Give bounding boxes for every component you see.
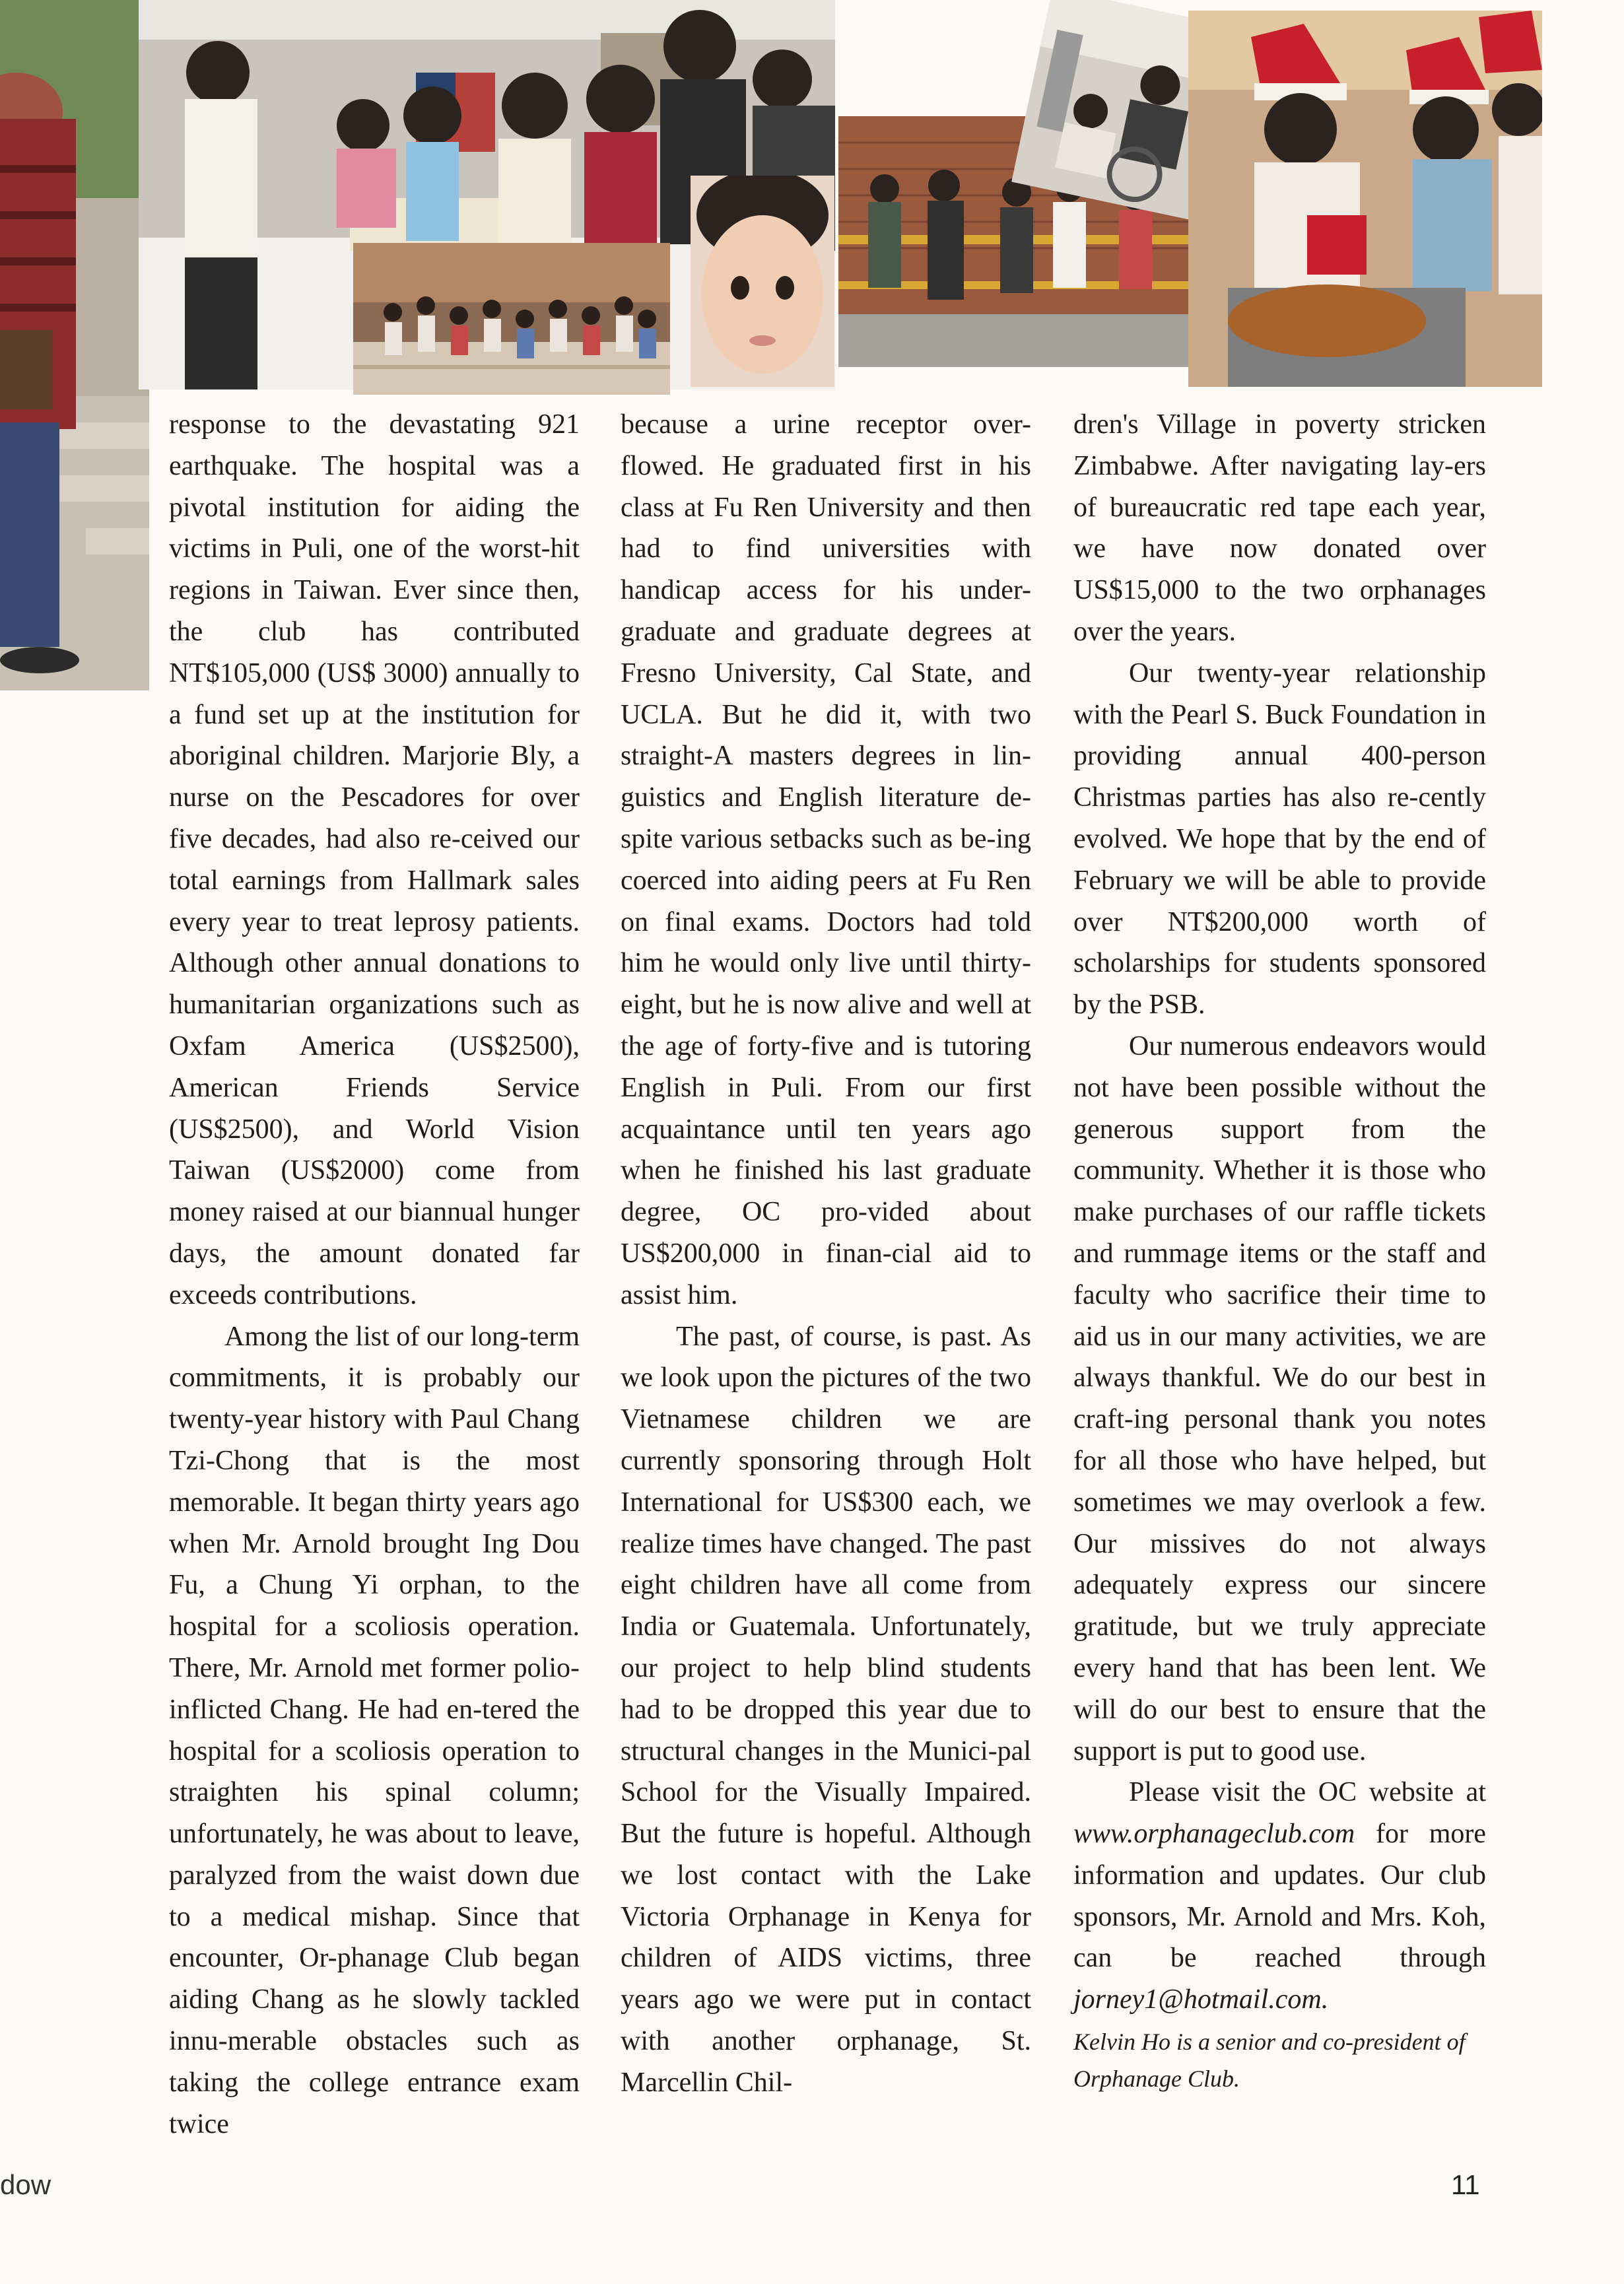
col3-paragraph-2: Our twenty-year relationship with the Pearl S. Buck Foundation in providing annual 400-person Christmas parties has also re-cently evolved. We hope that by the end of February we will be able to provide over NT$200,000 worth of scholarships for students sponsored by the PSB. — [1073, 657, 1486, 1021]
col2-paragraph-1: because a urine receptor over-flowed. He graduated first in his class at Fu Ren University and then had to find universities with handicap access for his under-graduate and graduate degrees at Fresno University, Cal State, and UCLA. But he did it, with two straight-A masters degrees in lin-guistics and English literature de-spite various setbacks such as be-ing coerced into aiding peers at Fu Ren on final exams. Doctors had told him he would only live until thirty-eight, but he is now alive and well at the age of forty-five and is tutoring English in Puli. From our first acquaintance until ten years ago when he finished his last graduate degree, OC pro-vided about US$200,000 in finan-cial aid to assist him. — [621, 409, 1031, 1310]
col3-paragraph-3: Our numerous endeavors would not have been possible without the generous support from the community. Whether it is those who make purchases of our raffle tickets and rummage items or the staff and faculty who sacrifice their time to aid us in our many activities, we are always thankful. We do our best in craft-ing personal thank you notes for all those who have helped, but sometimes we may overlook a few. Our missives do not always adequately express our sincere gratitude, but we truly appreciate every hand that has been lent. We will do our best to ensure that the support is put to good use. — [1073, 1030, 1486, 1766]
col1-paragraph-1: response to the devastating 921 earthquake. The hospital was a pivotal institution for aiding the victims in Puli, one of the worst-hit regions in Taiwan. Ever since then, the club has contributed NT$105,000 (US$ 3000) annually to a fund set up at the institution for aboriginal children. Marjorie Bly, a nurse on the Pescadores for over five decades, had also re-ceived our total earnings from Hallmark sales every year to treat leprosy patients. Although other annual donations to humanitarian organizations such as Oxfam America (US$2500), American Friends Service (US$2500), and World Vision Taiwan (US$2000) come from money raised at our biannual hunger days, the amount donated far exceeds contributions. — [169, 409, 580, 1310]
contact-text: for more information and updates. Our club sponsors, Mr. Arnold and Mrs. Koh, can be reached through — [1073, 1819, 1486, 1974]
col2-paragraph-2: The past, of course, is past. As we look upon the pictures of the two Vietnamese children we are currently sponsoring through Holt International for US$300 each, we realize times have changed. The past eight children have all come from India or Guatemala. Unfortunately, our project to help blind students had to be dropped this year due to structural changes in the Munici-pal School for the Visually Impaired. But the future is hopeful. Although we lost contact with the Lake Victoria Orphanage in Kenya for children of AIDS victims, three years ago we were put in contact with another orphanage, St. Marcellin Chil- — [621, 1321, 1031, 2098]
photo-baby — [691, 176, 834, 387]
article-column-1 — [169, 404, 580, 2153]
col1-paragraph-2: Among the list of our long-term commitments, it is probably our twenty-year history with Paul Chang Tzi-Chong that is the most memorable. It began thirty years ago when Mr. Arnold brought Ing Dou Fu, a Chung Yi orphan, to the hospital for a scoliosis operation. There, Mr. Arnold met former polio-inflicted Chang. He had en-tered the hospital for a scoliosis operation to straighten his spinal column; unfortunately, he was about to leave, paralyzed from the waist down due to a medical mishap. Since that encounter, Or-phanage Club began aiding Chang as he slowly tackled innu-merable obstacles such as taking the college entrance exam twice — [169, 1321, 580, 2139]
email-link[interactable]: jorney1@hotmail.com. — [1073, 1984, 1329, 2015]
photo-children-steps — [353, 243, 670, 395]
article-column-2 — [621, 404, 1031, 2153]
page-number: 11 — [1451, 2169, 1480, 2200]
footer-fragment: dow — [0, 2169, 51, 2200]
author-byline: Kelvin Ho is a senior and co-president of Orphanage Club. — [1073, 2029, 1466, 2093]
article-column-3 — [1073, 404, 1486, 2153]
website-prompt: Please visit the OC website at — [1129, 1777, 1486, 1808]
photo-christmas — [1188, 11, 1542, 387]
website-link[interactable]: www.orphanageclub.com — [1073, 1819, 1355, 1850]
col3-paragraph-1: dren's Village in poverty stricken Zimbabwe. After navigating lay-ers of bureaucratic red tape each year, we have now donated over US$15,000 to the two orphanages over the years. — [1073, 409, 1486, 647]
col3-paragraph-4 — [1073, 1772, 1486, 2021]
photo-left-student — [0, 0, 149, 690]
